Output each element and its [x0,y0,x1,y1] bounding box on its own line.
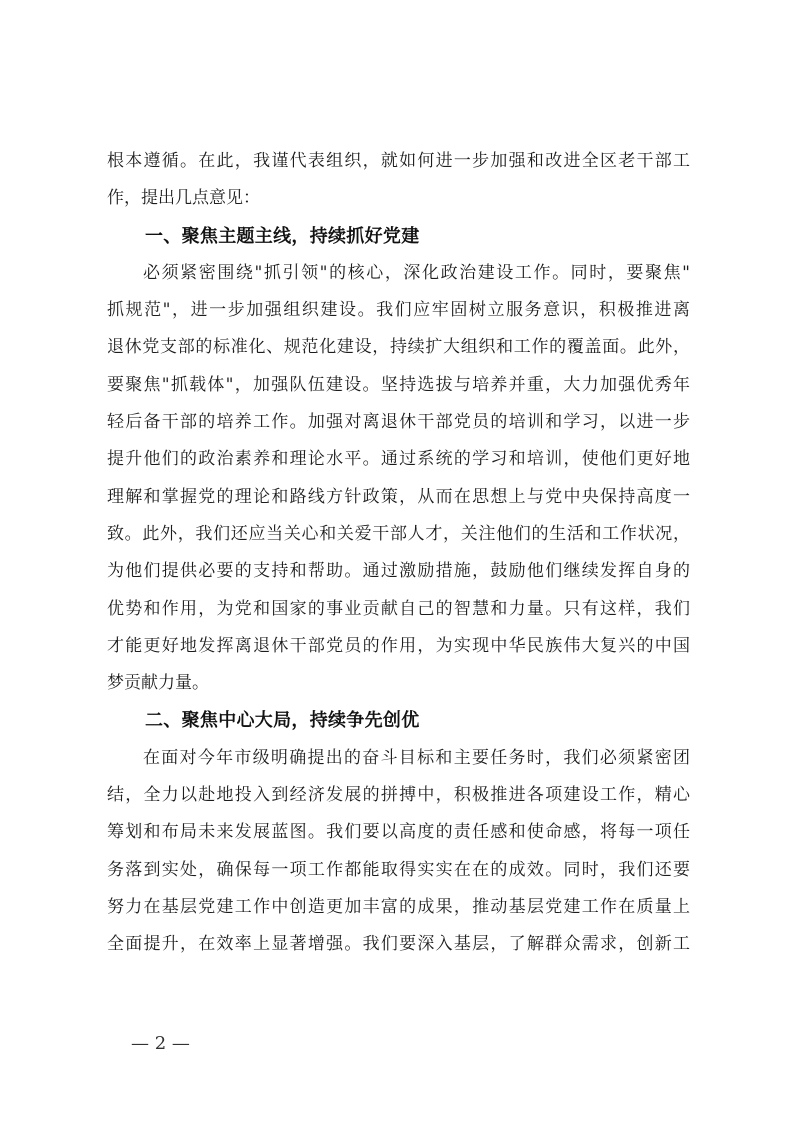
text-line: 作，提出几点意见： [107,188,260,209]
text-line: 在面对今年市级明确提出的奋斗目标和主要任务时，我们必须紧密团 [143,747,690,768]
text-line: 轻后备干部的培养工作。加强对离退休干部党员的培训和学习，以进一步 [107,412,690,433]
text-line: 必须紧密围绕"抓引领"的核心，深化政治建设工作。同时，要聚焦" [143,262,690,283]
text-line: 筹划和布局未来发展蓝图。我们要以高度的责任感和使命感，将每一项任 [107,822,690,843]
text-line: 全面提升，在效率上显著增强。我们要深入基层，了解群众需求，创新工 [107,934,690,955]
section-1 [107,218,690,703]
text-line: 抓规范"，进一步加强组织建设。我们应牢固树立服务意识，积极推进离 [107,300,690,321]
section-1-paragraph [107,255,690,703]
section-heading: 一、聚焦主题主线，持续抓好党建 [145,225,420,247]
text-line: 提升他们的政治素养和理论水平。通过系统的学习和培训，使他们更好地 [107,449,690,470]
section-2-paragraph [107,740,690,964]
text-line: 要聚焦"抓载体"，加强队伍建设。坚持选拔与培养并重，大力加强优秀年 [107,374,690,395]
text-line: 努力在基层党建工作中创造更加丰富的成果，推动基层党建工作在质量上 [107,896,690,917]
text-line: 致。此外，我们还应当关心和关爱干部人才，关注他们的生活和工作状况， [107,523,690,544]
document-body [107,143,690,964]
text-line: 务落到实处，确保每一项工作都能取得实实在在的成效。同时，我们还要 [107,859,690,880]
text-line: 才能更好地发挥离退休干部党员的作用，为实现中华民族伟大复兴的中国 [107,635,690,656]
intro-paragraph [107,143,690,218]
section-2 [107,702,690,963]
section-heading: 二、聚焦中心大局，持续争先创优 [145,710,420,732]
text-line: 理解和掌握党的理论和路线方针政策，从而在思想上与党中央保持高度一 [107,486,690,507]
text-line: 根本遵循。在此，我谨代表组织，就如何进一步加强和改进全区老干部工 [107,151,690,171]
text-line: 结，全力以赴地投入到经济发展的拼搏中，积极推进各项建设工作，精心 [107,785,690,806]
text-line: 梦贡献力量。 [107,673,209,694]
page-number: — 2 — [131,1033,190,1054]
text-line: 为他们提供必要的支持和帮助。通过激励措施，鼓励他们继续发挥自身的 [107,561,690,582]
text-line: 优势和作用，为党和国家的事业贡献自己的智慧和力量。只有这样，我们 [107,598,690,619]
text-line: 退休党支部的标准化、规范化建设，持续扩大组织和工作的覆盖面。此外， [107,337,690,358]
